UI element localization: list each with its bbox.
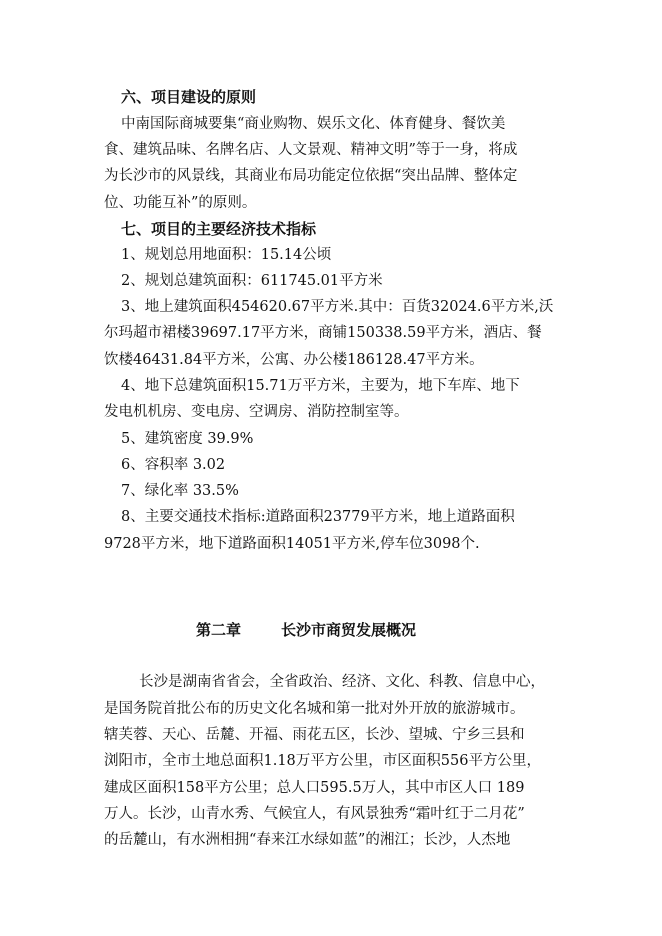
indicator-item: 5、建筑密度 39.9% xyxy=(121,431,254,447)
chapter2-line: 建成区面积158平方公里；总人口595.5万人，其中市区人口 189 xyxy=(104,780,525,796)
chapter2-line: 浏阳市，全市土地总面积1.18万平方公里，市区面积556平方公里， xyxy=(104,753,541,769)
indicator-item: 2、规划总建筑面积：611745.01平方米 xyxy=(121,273,383,289)
chapter2-line: 长沙是湖南省省会，全省政治、经济、文化、科教、信息中心， xyxy=(139,674,545,690)
indicator-item: 6、容积率 3.02 xyxy=(121,457,226,473)
indicator-item: 饮楼46431.84平方米，公寓、办公楼186128.47平方米。 xyxy=(104,352,484,368)
section6-line: 为长沙市的风景线，其商业布局功能定位依据“突出品牌、整体定 xyxy=(104,168,518,184)
section7-heading: 七、项目的主要经济技术指标 xyxy=(121,220,317,238)
section6-line: 食、建筑品味、名牌名店、人文景观、精神文明”等于一身，将成 xyxy=(104,142,518,158)
indicator-item: 4、地下总建筑面积15.71万平方米，主要为，地下车库、地下 xyxy=(121,378,520,394)
section6-line: 位、功能互补”的原则。 xyxy=(104,195,257,211)
chapter2-line: 辖芙蓉、天心、岳麓、开福、雨花五区，长沙、望城、宁乡三县和 xyxy=(104,727,525,743)
chapter2-line: 是国务院首批公布的历史文化名城和第一批对外开放的旅游城市。 xyxy=(104,701,525,717)
chapter2-line: 万人。长沙，山青水秀、气候宜人，有风景独秀“霜叶红于二月花” xyxy=(104,806,525,822)
section6-line: 中南国际商城要集“商业购物、娱乐文化、体育健身、餐饮美 xyxy=(121,116,506,132)
indicator-item: 尔玛超市裙楼39697.17平方米，商铺150338.59平方米，酒店、餐 xyxy=(104,325,542,341)
indicator-item: 发电机机房、变电房、空调房、消防控制室等。 xyxy=(104,404,409,420)
indicator-item: 8、主要交通技术指标:道路面积23779平方米，地上道路面积 xyxy=(121,509,515,525)
chapter-number: 第二章 xyxy=(196,621,242,639)
indicator-item: 3、地上建筑面积454620.67平方米.其中：百货32024.6平方米,沃 xyxy=(121,299,554,315)
chapter-title: 长沙市商贸发展概况 xyxy=(281,621,417,639)
indicator-item: 1、规划总用地面积：15.14公顷 xyxy=(121,247,332,263)
indicator-item: 7、绿化率 33.5% xyxy=(121,483,239,499)
chapter2-line: 的岳麓山，有水洲相拥“春来江水绿如蓝”的湘江；长沙，人杰地 xyxy=(104,832,511,848)
indicator-item: 9728平方米，地下道路面积14051平方米,停车位3098个. xyxy=(104,536,480,552)
section6-heading: 六、项目建设的原则 xyxy=(121,88,257,106)
